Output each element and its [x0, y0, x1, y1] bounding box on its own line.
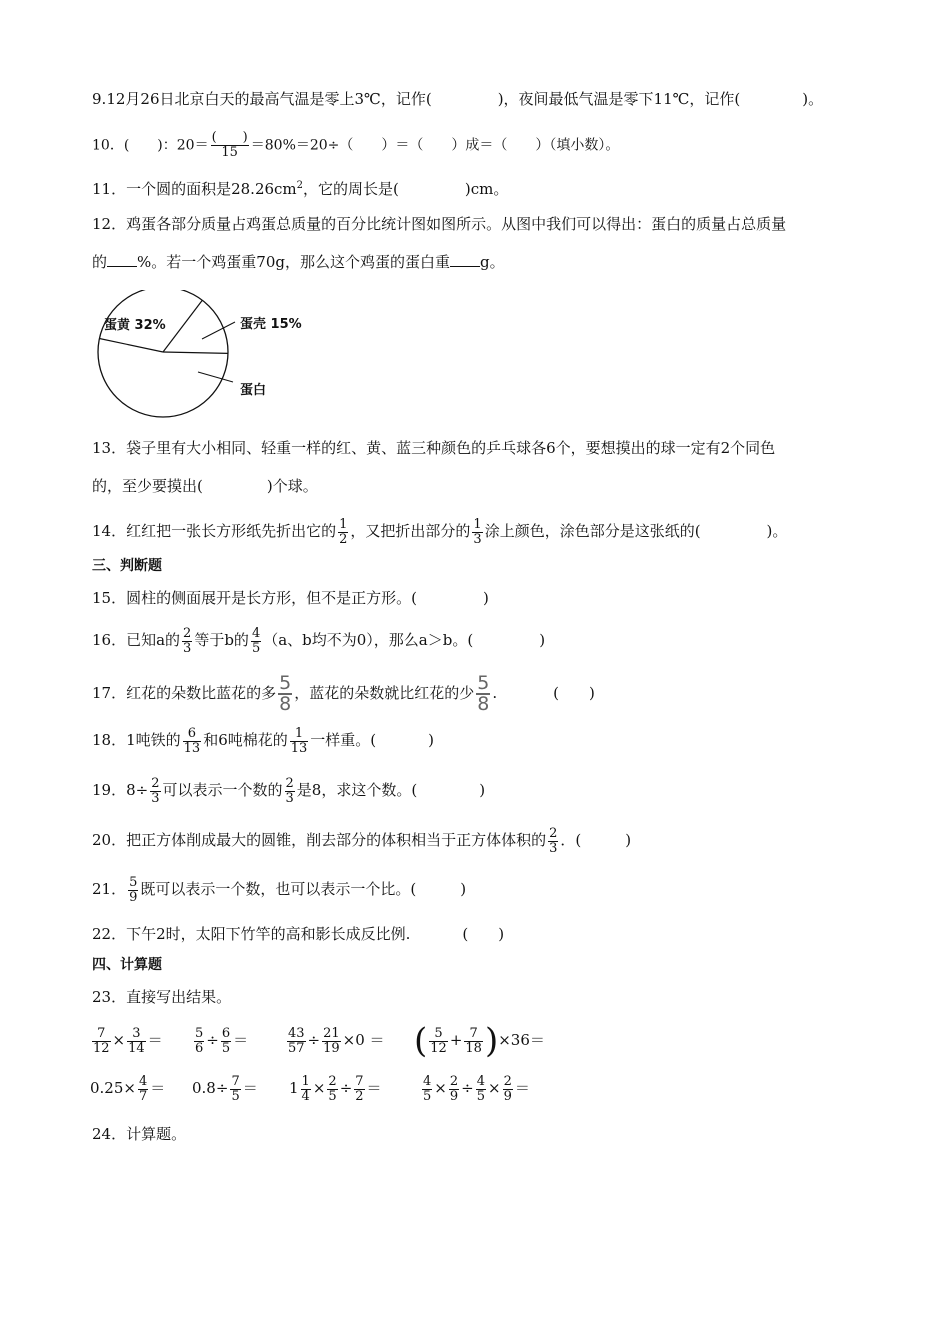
pie-label-white: 蛋白 — [240, 383, 267, 398]
question-number: 12． — [92, 215, 127, 233]
paren-close: ) — [625, 831, 632, 849]
answer-paren: ( ) — [462, 925, 505, 943]
question-22 — [92, 924, 504, 944]
question-text: （a、b均不为0），那么a＞b。( — [263, 631, 474, 649]
paren-close: ) — [460, 880, 467, 898]
answer-blank: ( ) — [123, 137, 163, 154]
question-12-line2 — [92, 252, 505, 272]
answer-paren: ( ) — [553, 684, 595, 702]
question-text: ，又把折出部分的 — [350, 522, 471, 540]
question-16 — [92, 625, 545, 656]
question-text: 涂上颜色，涂色部分是这张纸的( — [484, 522, 701, 540]
pie-edge-yolk-shell — [163, 300, 202, 352]
question-number: 23． — [92, 988, 127, 1006]
calc-item-4: ( $\frac{5}{12}$ + $\frac{7}{18}$ )×36＝ — [414, 1021, 545, 1061]
question-9: 9.12月26日北京白天的最高气温是零上3℃，记作( )，夜间最低气温是零下11℃，记作( )。 — [92, 90, 824, 108]
question-10 — [92, 131, 619, 160]
fraction: $\frac{5}{8}$ — [279, 672, 292, 715]
fraction: $\frac{4}{5}$ — [423, 1073, 432, 1104]
question-number: 19． — [92, 781, 127, 799]
fraction: $\frac{4}{5}$ — [251, 625, 261, 656]
section-heading-judgement: 三、判断题 — [92, 558, 162, 574]
calc-item-5: 0.25× $\frac{4}{7}$ ＝ — [90, 1073, 166, 1104]
question-text: 一个圆的面积是28.26cm — [126, 180, 297, 198]
question-number: 22． — [92, 925, 127, 943]
fraction: $\frac{43}{57}$ — [288, 1025, 305, 1056]
question-text: )。 — [802, 90, 824, 108]
question-19 — [92, 774, 485, 806]
calc-item-7: 1 $\frac{1}{4}$ × $\frac{2}{5}$ ÷ $\frac{7}{2}$ ＝ — [289, 1073, 382, 1104]
fraction: $\frac{21}{19}$ — [323, 1025, 340, 1056]
fraction: $\frac{2}{9}$ — [503, 1073, 512, 1104]
calc-item-6: 0.8÷ $\frac{7}{5}$ ＝ — [192, 1073, 258, 1104]
calc-item-1: $\frac{7}{12}$ × $\frac{3}{14}$ ＝ — [93, 1025, 163, 1056]
question-text: )个球。 — [266, 477, 318, 495]
fraction: $\frac{2}{3}$ — [183, 625, 192, 656]
fraction: $\frac{2}{3}$ — [285, 775, 294, 806]
question-21 — [92, 873, 466, 905]
pie-edge-white-yolk — [99, 339, 163, 353]
question-text: ，蓝花的朵数就比红花的少 — [294, 684, 475, 702]
fraction: $\frac{3}{14}$ — [128, 1025, 145, 1056]
calc-item-8: $\frac{4}{5}$ × $\frac{2}{9}$ ÷ $\frac{4}{5}$ × $\frac{2}{9}$ ＝ — [423, 1073, 530, 1104]
paren-close: ) — [539, 631, 546, 649]
question-text: . — [492, 684, 498, 702]
fraction: $\frac{7}{18}$ — [465, 1025, 482, 1056]
question-text: 可以表示一个数的 — [162, 781, 283, 799]
fraction: $\frac{5}{9}$ — [129, 874, 138, 905]
question-text: )cm。 — [464, 180, 509, 198]
question-text: 12月26日北京白天的最高气温是零上3℃，记作( — [106, 90, 432, 108]
question-text: g。 — [479, 253, 505, 271]
question-text: 既可以表示一个数，也可以表示一个比。( — [140, 880, 417, 898]
question-number: 10． — [92, 137, 124, 154]
fraction: $\frac{7}{5}$ — [231, 1073, 240, 1104]
question-text: 8÷ — [126, 781, 149, 799]
question-text: 的，至少要摸出( — [92, 477, 203, 495]
section-heading-calculation: 四、计算题 — [92, 957, 162, 973]
fraction: $\frac{5}{12}$ — [430, 1025, 447, 1056]
answer-blank — [107, 252, 137, 267]
question-text: 鸡蛋各部分质量占鸡蛋总质量的百分比统计图如图所示。从图中我们可以得出：蛋白的质量占总质量 — [126, 215, 787, 233]
question-text: ．( — [560, 831, 582, 849]
fraction: $\frac{2}{5}$ — [328, 1073, 337, 1104]
question-number: 14． — [92, 522, 127, 540]
question-text: 1吨铁的 — [126, 731, 181, 749]
question-number: 13． — [92, 439, 127, 457]
fraction: $\frac{5}{8}$ — [477, 672, 490, 715]
question-text: 和6吨棉花的 — [203, 731, 288, 749]
fraction: $\frac{4}{5}$ — [476, 1073, 485, 1104]
answer-blank — [450, 252, 480, 267]
fraction: $\frac{2}{9}$ — [449, 1073, 459, 1104]
fraction: $\frac{2}{3}$ — [151, 775, 160, 806]
question-text: 袋子里有大小相同、轻重一样的红、黄、蓝三种颜色的乒乓球各6个，要想摸出的球一定有2个同色 — [126, 439, 776, 457]
question-13 — [92, 438, 775, 458]
pie-label-shell: 蛋壳 15% — [240, 317, 302, 332]
fraction: $\frac{4}{7}$ — [138, 1073, 148, 1104]
fraction: $\frac{6}{5}$ — [221, 1025, 231, 1056]
question-11 — [92, 176, 508, 199]
question-12 — [92, 214, 786, 234]
question-number: 9 — [92, 90, 102, 108]
fraction: $\frac{1}{3}$ — [473, 516, 482, 547]
fraction: $\frac{7}{12}$ — [93, 1025, 110, 1056]
paren-close: ) — [428, 731, 434, 749]
question-text: 圆柱的侧面展开是长方形，但不是正方形。( — [126, 589, 417, 607]
callout-line-white — [198, 372, 233, 382]
question-14 — [92, 516, 787, 547]
question-text: ＝80%＝20÷（ ）＝（ ）成＝（ ）（填小数）。 — [250, 137, 620, 154]
pie-label-yolk: 蛋黄 32% — [104, 318, 166, 333]
calc-item-2: $\frac{5}{6}$ ÷ $\frac{6}{5}$ ＝ — [195, 1025, 249, 1056]
question-number: 24． — [92, 1125, 127, 1143]
egg-composition-pie-chart — [90, 290, 330, 425]
question-text: 的 — [92, 253, 108, 271]
question-text: ：20＝ — [162, 137, 209, 154]
fraction: $\frac{1}{4}$ — [301, 1073, 310, 1104]
question-text: )，夜间最低气温是零下11℃，记作( — [497, 90, 741, 108]
question-number: 15． — [92, 589, 127, 607]
question-text: 把正方体削成最大的圆锥，削去部分的体积相当于正方体体积的 — [126, 831, 547, 849]
paren-close: ) — [479, 781, 486, 799]
question-number: 17． — [92, 684, 127, 702]
question-15 — [92, 588, 489, 608]
question-number: 20． — [92, 831, 127, 849]
question-text: 一样重。( — [310, 731, 377, 749]
superscript: 2 — [296, 180, 304, 191]
question-17 — [92, 674, 595, 714]
question-18 — [92, 724, 434, 756]
pie-edge-shell-white — [163, 352, 228, 353]
question-text: %。若一个鸡蛋重70g，那么这个鸡蛋的蛋白重 — [137, 253, 450, 271]
question-23 — [92, 987, 231, 1007]
fraction: $\frac{2}{3}$ — [549, 825, 558, 856]
question-text: 等于b的 — [194, 631, 249, 649]
question-text: 已知a的 — [126, 631, 181, 649]
question-text: 红花的朵数比蓝花的多 — [126, 684, 277, 702]
question-number: 18． — [92, 731, 127, 749]
fraction: $\frac{6}{13}$ — [183, 725, 201, 756]
question-24 — [92, 1124, 186, 1144]
fraction: $\frac{1}{2}$ — [339, 516, 348, 547]
question-text: 下午2时，太阳下竹竿的高和影长成反比例. — [126, 925, 411, 943]
question-text: 计算题。 — [126, 1125, 187, 1143]
question-text: 是8，求这个数。( — [296, 781, 418, 799]
question-number: 21． — [92, 880, 127, 898]
calc-item-3: $\frac{43}{57}$ ÷ $\frac{21}{19}$ ×0 ＝ — [288, 1025, 385, 1056]
question-13-line2 — [92, 476, 318, 496]
question-text: ，它的周长是( — [303, 180, 399, 198]
callout-line-shell — [202, 322, 235, 339]
fraction: $\frac{5}{6}$ — [195, 1025, 204, 1056]
paren-close: ) — [482, 589, 489, 607]
fraction: $\frac{7}{2}$ — [355, 1073, 364, 1104]
question-20 — [92, 824, 631, 856]
fraction: $\frac{1}{13}$ — [290, 725, 308, 756]
question-text: )。 — [766, 522, 788, 540]
question-number: 16． — [92, 631, 127, 649]
fraction: $\frac{( )}{15}$ — [211, 130, 248, 160]
question-text: 红红把一张长方形纸先折出它的 — [126, 522, 337, 540]
question-number: 11． — [92, 180, 127, 198]
question-text: 直接写出结果。 — [126, 988, 232, 1006]
